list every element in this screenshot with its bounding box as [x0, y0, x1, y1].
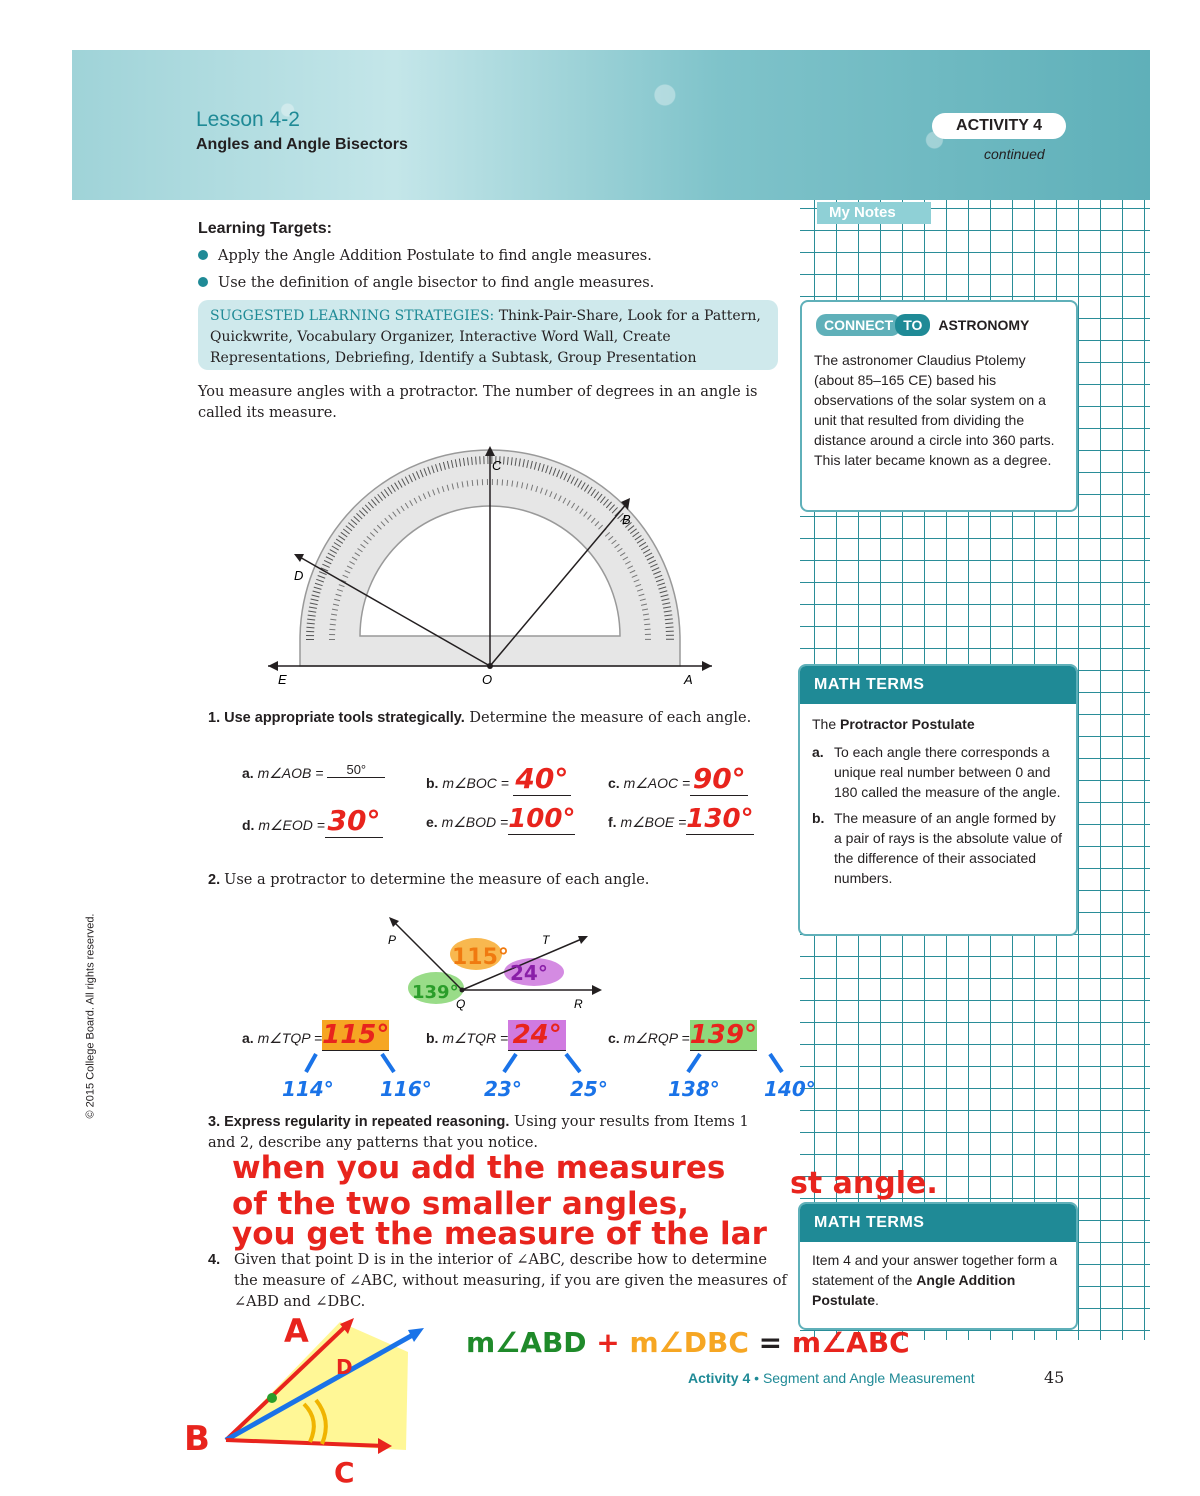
- term-a-label: a.: [812, 744, 824, 760]
- eq-term-abc: m∠ABC: [791, 1326, 910, 1359]
- item-3-text: Using your results from Items 1 and 2, describe any patterns that you notice.: [208, 1114, 749, 1151]
- item-1a: [242, 762, 426, 800]
- label-e: E: [278, 672, 287, 687]
- bullet-icon: [198, 250, 208, 260]
- item-3-bold: Express regularity in repeated reasoning.: [224, 1114, 510, 1130]
- item-1f: [608, 804, 788, 842]
- range-line: [566, 1054, 580, 1072]
- footer-separator: •: [750, 1370, 763, 1386]
- label-a: A: [684, 672, 693, 687]
- range-line: [504, 1054, 516, 1072]
- term-a-text: To each angle there corresponds a unique real number between 0 and 180 called the measure of the angle.: [834, 744, 1061, 800]
- lesson-title: Angles and Angle Bisectors: [196, 136, 408, 153]
- footer-activity-label: Activity 4: [688, 1370, 751, 1386]
- sketch-label-a: A: [284, 1312, 309, 1350]
- item-4-prompt: [208, 1250, 788, 1313]
- item-4-equation: [466, 1326, 910, 1359]
- item-1-text: Determine the measure of each angle.: [464, 710, 752, 726]
- part-expr: m∠BOC =: [442, 775, 509, 791]
- connect-pill: CONNECT: [816, 314, 901, 336]
- range-low-115: 114°: [282, 1077, 334, 1101]
- hand-139: 139°: [412, 982, 459, 1003]
- sketch-label-b: B: [184, 1419, 210, 1459]
- part-label: c.: [608, 775, 620, 791]
- label-o: O: [482, 672, 493, 687]
- protractor-figure: [260, 440, 720, 690]
- learning-targets-heading: Learning Targets:: [198, 220, 332, 237]
- part-expr: m∠TQP =: [257, 1030, 323, 1046]
- arrow-a: [702, 661, 712, 671]
- math-terms-angle-addition-box: [798, 1202, 1078, 1330]
- item-2-prompt: [208, 870, 649, 891]
- range-line: [306, 1054, 316, 1072]
- protractor-title-pre: The: [812, 716, 841, 732]
- protractor-title: Protractor Postulate: [840, 716, 975, 732]
- range-low-24: 23°: [484, 1077, 522, 1101]
- item-number: 3.: [208, 1114, 221, 1130]
- item-1d: [242, 804, 426, 842]
- part-label: a.: [242, 1030, 254, 1046]
- lesson-number: Lesson 4-2: [196, 108, 300, 131]
- bullet-icon: [198, 277, 208, 287]
- part-label: b.: [426, 1030, 439, 1046]
- item-1e: [426, 804, 608, 842]
- part-expr: m∠RQP =: [623, 1030, 690, 1046]
- item-2-figure: [380, 908, 640, 1018]
- item-3-answer-line2b: st angle.: [790, 1166, 938, 1201]
- part-expr: m∠AOC =: [623, 775, 691, 791]
- footer-activity: [688, 1370, 975, 1386]
- activity-badge: ACTIVITY 4: [932, 113, 1066, 139]
- item-1-bold: Use appropriate tools strategically.: [224, 710, 465, 726]
- answer-boe: 130°: [686, 804, 754, 834]
- to-pill: TO: [895, 314, 930, 336]
- part-expr: m∠BOE =: [620, 814, 687, 830]
- term-b-label: b.: [812, 810, 825, 826]
- range-low-139: 138°: [668, 1077, 720, 1101]
- label-p: P: [388, 933, 397, 947]
- part-label: b.: [426, 775, 439, 791]
- answer-aob: 50°: [327, 762, 385, 778]
- item-1-answers: [242, 762, 802, 842]
- learning-target-text: Use the definition of angle bisector to find angle measures.: [218, 275, 655, 291]
- my-notes-tab: My Notes: [817, 202, 931, 224]
- footer-title: Segment and Angle Measurement: [762, 1370, 975, 1386]
- angle-mark-abd: [267, 1393, 277, 1403]
- vertex-q: [460, 988, 465, 993]
- item-1-prompt: [208, 708, 768, 729]
- eq-plus: +: [596, 1326, 620, 1359]
- label-c: C: [492, 458, 502, 473]
- answer-eod: 30°: [325, 804, 383, 838]
- answer-aoc: 90°: [690, 762, 748, 796]
- math-terms-heading: MATH TERMS: [800, 666, 1076, 704]
- item-number: 4.: [208, 1252, 221, 1268]
- item-3-answer-line1: when you add the measures: [232, 1150, 726, 1186]
- range-high-139: 140°: [764, 1077, 816, 1101]
- math-terms-protractor-box: [798, 664, 1078, 936]
- part-label: c.: [608, 1030, 620, 1046]
- part-expr: m∠AOB =: [257, 765, 324, 781]
- strategies-label: SUGGESTED LEARNING STRATEGIES:: [210, 308, 495, 324]
- term-b-text: The measure of an angle formed by a pair of rays is the absolute value of the difference of their associated numbers.: [834, 810, 1063, 886]
- answer-tqp: 115°: [322, 1020, 390, 1050]
- intro-text: You measure angles with a protractor. The number of degrees in an angle is called its measure.: [198, 384, 758, 421]
- label-t: T: [542, 933, 550, 947]
- arrow-t: [578, 936, 588, 944]
- item-number: 2.: [208, 872, 221, 888]
- angle-addition-term: Angle Addition Postulate: [812, 1272, 1016, 1308]
- sketch-label-d: D: [336, 1355, 353, 1379]
- copyright-notice: © 2015 College Board. All rights reserved.: [84, 913, 97, 1119]
- range-high-115: 116°: [380, 1077, 432, 1101]
- learning-target-1: [198, 246, 652, 267]
- range-line: [382, 1054, 394, 1072]
- arrow-r: [592, 985, 602, 995]
- answer-bod: 100°: [508, 804, 576, 834]
- item-1b: [426, 762, 608, 800]
- sketch-label-c: C: [334, 1456, 355, 1489]
- vertex-o: [487, 663, 493, 669]
- item-4-sketch: [170, 1310, 440, 1490]
- hand-115: 115°: [452, 945, 509, 970]
- range-line: [770, 1054, 782, 1072]
- connect-subject: ASTRONOMY: [938, 317, 1030, 333]
- part-label: a.: [242, 765, 254, 781]
- math-terms-heading-2: MATH TERMS: [800, 1204, 1076, 1242]
- item-3-answer-line3: you get the measure of the lar: [232, 1216, 767, 1252]
- label-b: B: [622, 512, 631, 527]
- part-label: e.: [426, 814, 438, 830]
- page-number: 45: [1044, 1368, 1065, 1387]
- item-1c: [608, 762, 788, 800]
- arrow-e: [268, 661, 278, 671]
- item-4-text: Given that point D is in the interior of ∠ABC, describe how to determine the measure of ∠ABC, without measuring, if you are given the measures of ∠ABD and ∠DBC.: [234, 1252, 787, 1310]
- item-3-prompt: [208, 1112, 768, 1154]
- suggested-strategies-box: [198, 300, 778, 370]
- item-2-text: Use a protractor to determine the measure of each angle.: [224, 872, 650, 888]
- continued-label: continued: [984, 146, 1045, 162]
- eq-equals: =: [758, 1326, 783, 1359]
- part-expr: m∠BOD =: [441, 814, 509, 830]
- eq-term-dbc: m∠DBC: [629, 1326, 749, 1359]
- range-high-24: 25°: [570, 1077, 608, 1101]
- part-expr: m∠TQR =: [442, 1030, 509, 1046]
- item-number: 1.: [208, 710, 221, 726]
- answer-rqp: 139°: [689, 1020, 757, 1050]
- connect-text: The astronomer Claudius Ptolemy (about 85–165 CE) based his observations of the solar system on a unit that resulted from dividing the distance around a circle into 360 parts. This later became known as a degree.: [814, 352, 1055, 468]
- angle-addition-text: Item 4 and your answer together form a statement of the: [812, 1252, 1058, 1288]
- label-d: D: [294, 568, 304, 583]
- part-label: f.: [608, 814, 617, 830]
- label-r: R: [574, 997, 583, 1011]
- range-line: [688, 1054, 700, 1072]
- tolerance-ranges: [270, 1052, 830, 1108]
- item-3-answer-line2: of the two smaller angles,: [232, 1186, 689, 1222]
- part-label: d.: [242, 817, 255, 833]
- connect-to-astronomy-box: [800, 300, 1078, 512]
- learning-target-text: Apply the Angle Addition Postulate to find angle measures.: [218, 248, 652, 264]
- part-expr: m∠EOD =: [258, 817, 325, 833]
- learning-target-2: [198, 273, 654, 294]
- hand-24: 24°: [510, 961, 548, 985]
- label-q: Q: [456, 997, 466, 1011]
- strategies-text: Think-Pair-Share, Look for a Pattern, Quickwrite, Vocabulary Organizer, Interactive Word Wall, Create Representations, Debriefing, Identify a Subtask, Group Presentation: [210, 308, 761, 366]
- answer-boc: 40°: [513, 762, 571, 796]
- answer-tqr: 24°: [508, 1020, 566, 1051]
- angle-addition-period: .: [875, 1292, 879, 1308]
- eq-term-abd: m∠ABD: [466, 1326, 587, 1359]
